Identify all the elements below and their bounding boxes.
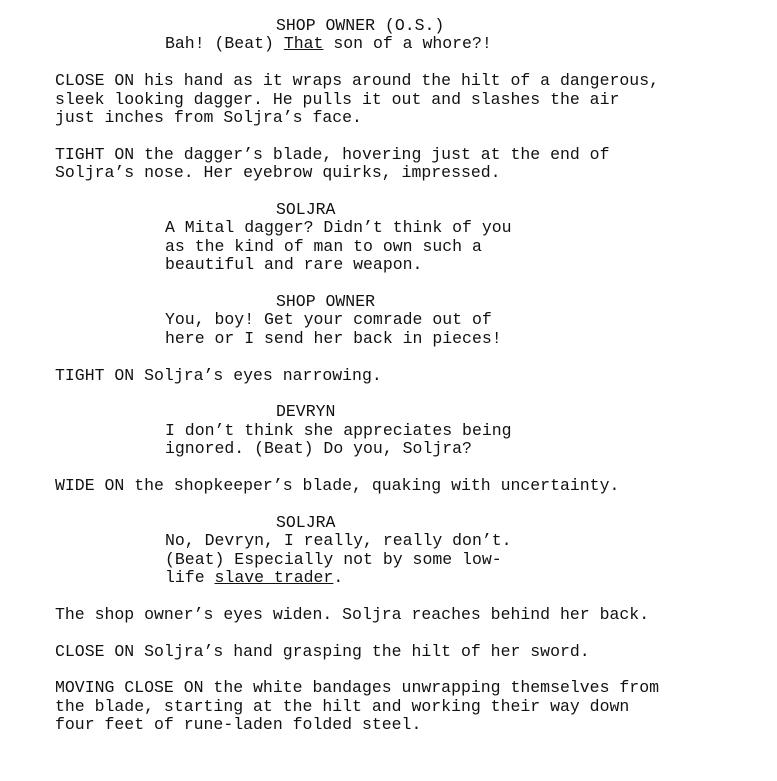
character-cue: DEVRYN bbox=[276, 402, 336, 422]
action-line: sleek looking dagger. He pulls it out and slashes the air bbox=[55, 89, 620, 109]
dialogue-line: A Mital dagger? Didn’t think of you bbox=[165, 218, 512, 238]
dialogue-line: No, Devryn, I really, really don’t. bbox=[165, 531, 512, 551]
action-line: The shop owner’s eyes widen. Soljra reaches behind her back. bbox=[55, 604, 650, 624]
dialogue-line: ignored. (Beat) Do you, Soljra? bbox=[165, 439, 472, 459]
action-line: CLOSE ON his hand as it wraps around the hilt of a dangerous, bbox=[55, 71, 659, 91]
action-line: WIDE ON the shopkeeper’s blade, quaking with uncertainty. bbox=[55, 476, 620, 495]
character-cue: SOLJRA bbox=[276, 200, 336, 219]
action-line: just inches from Soljra’s face. bbox=[55, 108, 362, 127]
dialogue-line: beautiful and rare weapon. bbox=[165, 255, 423, 275]
dialogue-line: (Beat) Especially not by some low- bbox=[165, 549, 502, 569]
dialogue-line: as the kind of man to own such a bbox=[165, 236, 482, 256]
dialogue-line: here or I send her back in pieces! bbox=[165, 328, 502, 348]
action-line: MOVING CLOSE ON the white bandages unwrapping themselves from bbox=[55, 678, 659, 698]
action-line: Soljra’s nose. Her eyebrow quirks, impressed. bbox=[55, 163, 501, 183]
character-cue: SOLJRA bbox=[276, 512, 336, 532]
action-line: TIGHT ON Soljra’s eyes narrowing. bbox=[55, 365, 382, 385]
dialogue-line: You, boy! Get your comrade out of bbox=[165, 310, 492, 330]
action-line: CLOSE ON Soljra’s hand grasping the hilt of her sword. bbox=[55, 641, 590, 661]
action-line: the blade, starting at the hilt and working their way down bbox=[55, 696, 630, 716]
action-line: TIGHT ON the dagger’s blade, hovering just at the end of bbox=[55, 144, 610, 164]
dialogue-line: I don’t think she appreciates being bbox=[165, 420, 512, 440]
dialogue-line: life slave trader. bbox=[165, 568, 344, 587]
action-line: four feet of rune-laden folded steel. bbox=[55, 715, 422, 735]
character-cue: SHOP OWNER bbox=[276, 292, 376, 311]
character-cue: SHOP OWNER (O.S.) bbox=[276, 16, 445, 35]
dialogue-line: Bah! (Beat) That son of a whore?! bbox=[165, 34, 492, 54]
